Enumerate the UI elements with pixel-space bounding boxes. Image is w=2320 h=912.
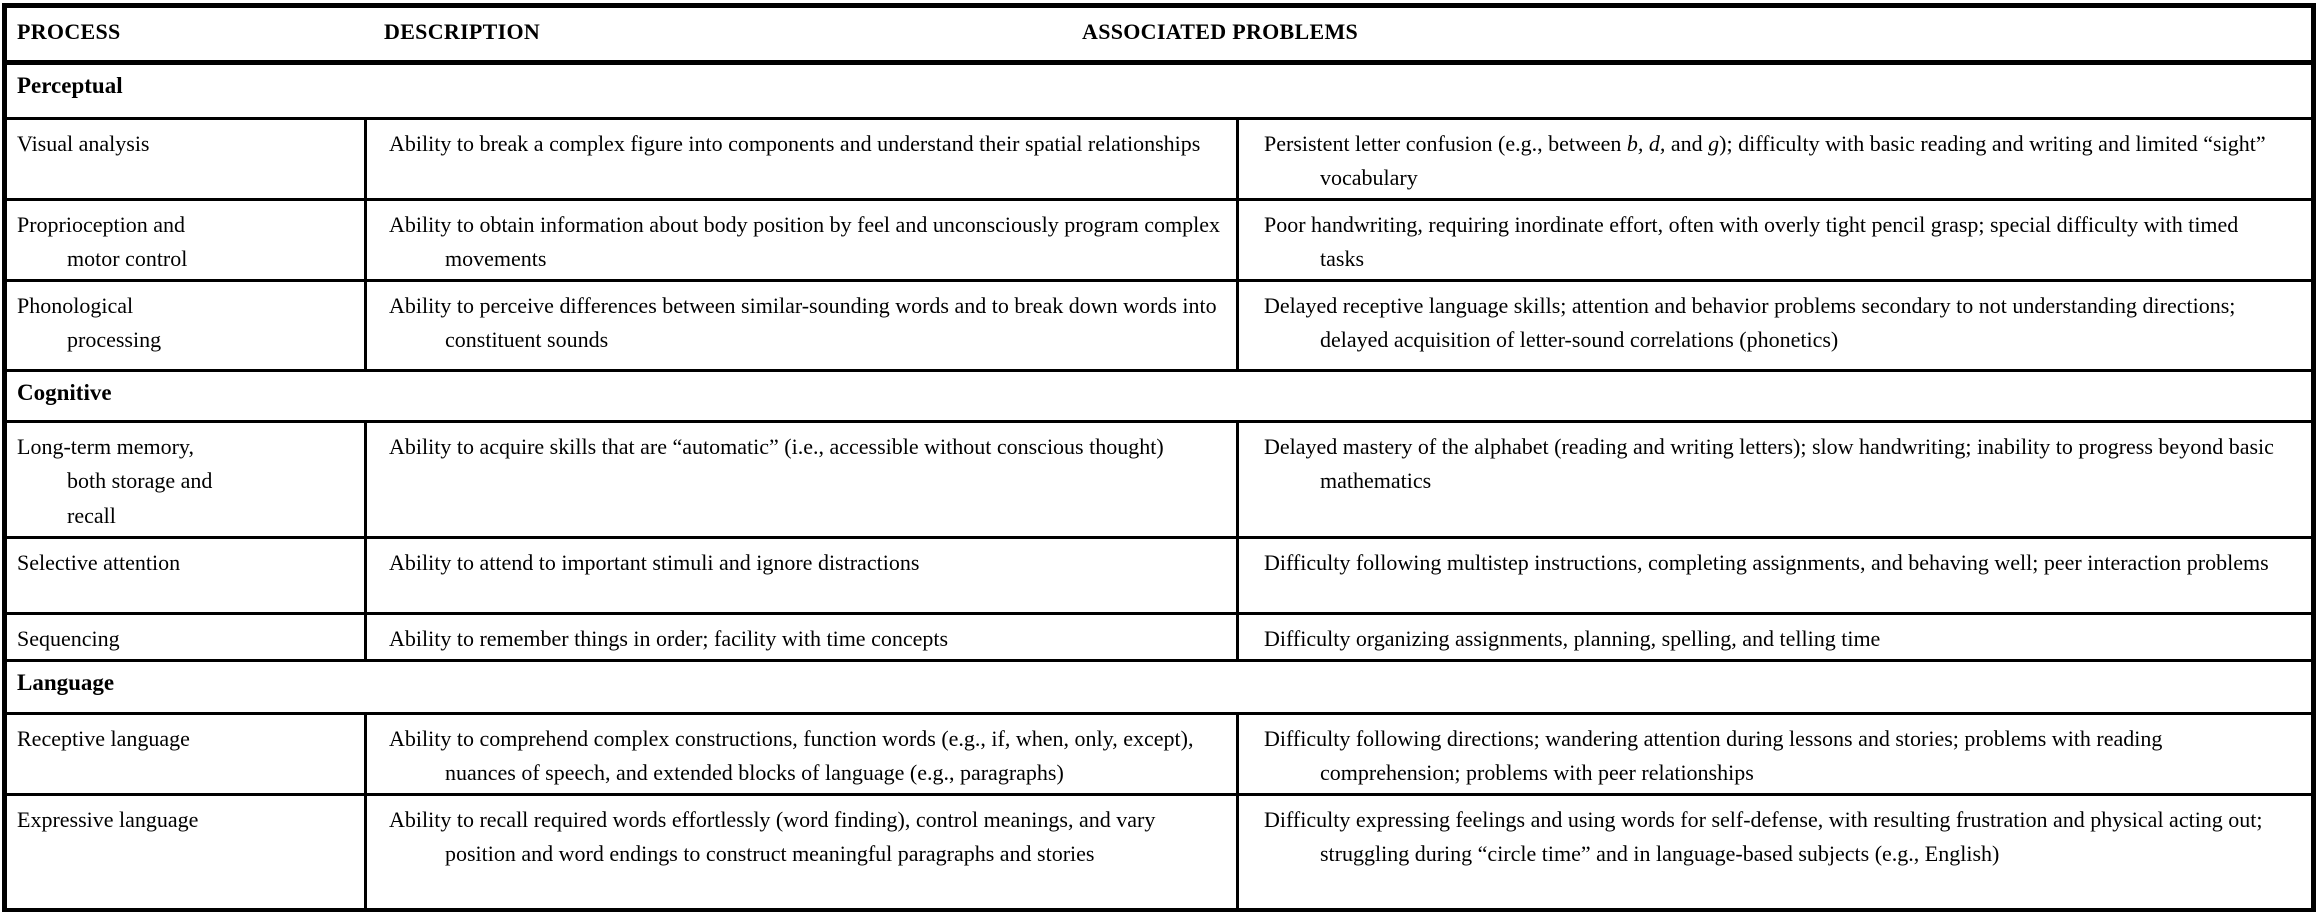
description-cell bbox=[364, 615, 1236, 659]
italic-text-fragment: g bbox=[1708, 131, 1720, 156]
cell-text: Ability to recall required words effortlessly (word finding), control meanings, and vary position and word endings to construct meaningful paragraphs and stories bbox=[389, 806, 1156, 867]
problems-cell bbox=[1236, 201, 2311, 279]
process-cell bbox=[7, 615, 364, 659]
text-fragment: Persistent letter confusion (e.g., between bbox=[1264, 131, 1627, 156]
process-cell bbox=[7, 796, 364, 908]
problems-cell bbox=[1236, 282, 2311, 369]
cell-text: Poor handwriting, requiring inordinate effort, often with overly tight pencil grasp; special difficulty with timed tasks bbox=[1264, 212, 2239, 272]
table-row bbox=[7, 539, 2311, 615]
process-cell bbox=[7, 282, 364, 369]
cell-text: Delayed mastery of the alphabet (reading and writing letters); slow handwriting; inability to progress beyond basic mathematics bbox=[1264, 434, 2274, 494]
table-row bbox=[7, 120, 2311, 201]
description-cell bbox=[364, 282, 1236, 369]
table-row bbox=[7, 615, 2311, 662]
table-row bbox=[7, 201, 2311, 282]
learning-processes-table bbox=[2, 3, 2316, 912]
description-cell bbox=[364, 201, 1236, 279]
description-cell bbox=[364, 423, 1236, 535]
cell-text: Expressive language bbox=[17, 806, 199, 832]
problems-cell bbox=[1236, 796, 2311, 908]
cell-text: Ability to remember things in order; facility with time concepts bbox=[389, 625, 949, 651]
cell-text: Visual analysis bbox=[17, 131, 150, 156]
table-row bbox=[7, 423, 2311, 538]
cell-text: Difficulty following multistep instructions, completing assignments, and behaving well; peer interaction problems bbox=[1264, 549, 2269, 575]
cell-text bbox=[1264, 127, 2281, 195]
cell-text: Receptive language bbox=[17, 725, 190, 751]
cell-text: Ability to break a complex figure into components and understand their spatial relationships bbox=[389, 131, 1201, 156]
cell-text: Difficulty following directions; wandering attention during lessons and stories; problems with reading comprehension; problems with peer relationships bbox=[1264, 725, 2163, 785]
cell-text: Ability to obtain information about body position by feel and unconsciously program complex movements bbox=[389, 212, 1220, 272]
cell-text: Sequencing bbox=[17, 625, 120, 651]
process-cell bbox=[7, 201, 364, 279]
table-header-row bbox=[7, 8, 2311, 65]
problems-cell bbox=[1236, 715, 2311, 793]
cell-text: Ability to acquire skills that are “automatic” (i.e., accessible without conscious thought) bbox=[389, 434, 1164, 460]
process-cell bbox=[7, 715, 364, 793]
text-fragment: and bbox=[1665, 131, 1709, 156]
cell-text: Delayed receptive language skills; attention and behavior problems secondary to not understanding directions; delayed acquisition of letter-sound correlations (phonetics) bbox=[1264, 293, 2236, 353]
problems-cell bbox=[1236, 120, 2311, 198]
section-row-cognitive: Cognitive bbox=[7, 372, 2311, 423]
description-cell bbox=[364, 715, 1236, 793]
section-row-language: Language bbox=[7, 662, 2311, 715]
column-header-description: DESCRIPTION bbox=[384, 19, 541, 44]
problems-cell bbox=[1236, 423, 2311, 535]
text-fragment: ); difficulty with basic reading and writing and limited “sight” vocabulary bbox=[1320, 131, 2266, 191]
column-header-process: PROCESS bbox=[17, 19, 121, 44]
column-header-associated-problems: ASSOCIATED PROBLEMS bbox=[1082, 19, 1359, 44]
cell-text: Ability to perceive differences between similar-sounding words and to break down words into constituent sounds bbox=[389, 293, 1217, 353]
description-cell bbox=[364, 796, 1236, 908]
process-cell bbox=[7, 120, 364, 198]
table-row bbox=[7, 715, 2311, 796]
italic-text-fragment: b, d, bbox=[1626, 131, 1666, 156]
description-cell bbox=[364, 539, 1236, 612]
cell-text: Proprioception and motor control bbox=[17, 212, 188, 272]
cell-text: Phonological processing bbox=[17, 293, 162, 353]
table-row bbox=[7, 282, 2311, 372]
section-row-perceptual: Perceptual bbox=[7, 65, 2311, 120]
cell-text: Difficulty expressing feelings and using words for self-defense, with resulting frustration and physical acting out; struggling during “circle time” and in language-based subjects (e.g., English) bbox=[1264, 806, 2263, 867]
problems-cell bbox=[1236, 615, 2311, 659]
process-cell bbox=[7, 423, 364, 535]
cell-text: Difficulty organizing assignments, planning, spelling, and telling time bbox=[1264, 625, 1881, 651]
table-row bbox=[7, 796, 2311, 908]
cell-text: Ability to attend to important stimuli and ignore distractions bbox=[389, 549, 920, 575]
description-cell bbox=[364, 120, 1236, 198]
problems-cell bbox=[1236, 539, 2311, 612]
cell-text: Long-term memory, both storage and recall bbox=[17, 434, 213, 528]
cell-text: Ability to comprehend complex constructions, function words (e.g., if, when, only, except), nuances of speech, and extended blocks of language (e.g., paragraphs) bbox=[389, 725, 1194, 785]
process-cell bbox=[7, 539, 364, 612]
cell-text: Selective attention bbox=[17, 549, 181, 575]
table-body bbox=[7, 65, 2311, 908]
